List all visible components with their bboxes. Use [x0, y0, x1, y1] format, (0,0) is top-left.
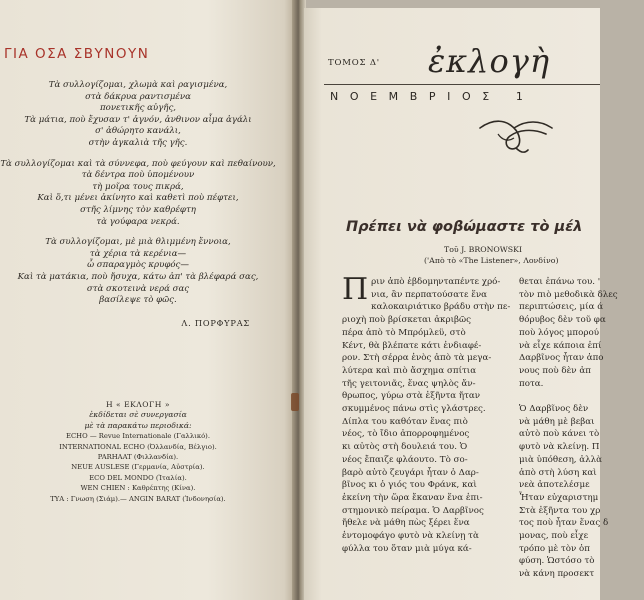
poem-line: Καὶ ὅ,τι μένει ἀκίνητο καὶ καθετὶ ποὺ πέφτει, [37, 193, 239, 204]
article-line: νὰ κάνη προσεκτ [519, 569, 595, 580]
article-line: Στὰ ἑξῆντα του χρ [519, 505, 601, 516]
article-line: φύση. Ὡστόσο τὸ [519, 556, 595, 567]
article-line: βαρὸ αὐτὸ ζευγάρι ἦταν ὁ Δαρ- [342, 467, 479, 478]
article-title: Πρέπει νὰ φοβώμαστε τὸ μέλ [346, 219, 583, 235]
right-page [304, 8, 618, 600]
article-line: ποὺ λόγος μπορού [519, 327, 599, 338]
drop-cap: Π [342, 272, 369, 307]
poem-line: στὰ σκοτεινὰ νερά σας [86, 283, 190, 294]
article-line: θεται ἐπάνω του. ' [519, 277, 601, 287]
poem-stanza [0, 159, 276, 229]
article-line: ριοχὴ ποὺ βρίσκεται ἀκριβῶς [342, 315, 471, 326]
poem-line: πονετικῆς αὐγῆς, [100, 103, 176, 114]
article-line: λύτερα καὶ πιὸ ἄσχημα σπίτια [342, 365, 477, 376]
article-line: τῆς γειτονιᾶς, ἕνας ψηλὸς ἄν- [342, 378, 476, 389]
byline-source: ('Απὸ τὸ «The Listener», Λονδίνο) [424, 256, 559, 265]
coop-periodical: WEN CHIEN : Καθρέπτης (Κίνα). [80, 484, 196, 493]
article-line: αὐτὸ ποὺ κάνει τὸ [519, 429, 600, 440]
article-column [342, 272, 511, 555]
coop-periodical: ECHO — Revue Internationale (Γαλλικό). [66, 432, 210, 441]
poem-line: στῆς λίμνης τὸν καθρέφτη [80, 204, 196, 215]
poem-line: τὰ γούφαρα νεκρά. [96, 216, 180, 227]
article-line: Ἦταν εὐχαριστημ [519, 492, 599, 503]
article-line: θόρυβος δὲν τοῦ φα [519, 315, 606, 326]
article-line: τος ποὺ ἦταν ἕνας δ [519, 518, 609, 529]
issue-month: ΝΟΕΜΒΡΙΟΣ 1 [330, 90, 535, 103]
article-line [519, 390, 639, 403]
poem-line: ὦ σπαραγμὸς κρυφός— [87, 260, 189, 271]
coop-periodical: ΤΥΑ : Γνωση (Σιάμ).— ANGIN BARAT (Ἰνδονησία). [50, 494, 226, 503]
flourish-ornament-icon [476, 114, 556, 160]
article-line: νους ποὺ δὲν ἀπ [519, 365, 591, 376]
article-line: θρωπος, γύρω στὰ ἑξῆντα ἤταν [342, 391, 481, 402]
byline-author: Τοῦ J. BRONOWSKI [444, 245, 523, 254]
poem-line: Τὰ συλλογίζομαι, μὲ μιὰ θλιμμένη ἔννοια, [45, 237, 231, 248]
article-line: φύλλα του ὅταν μιὰ μύγα κά- [342, 543, 472, 554]
article-line: ποτα. [519, 378, 544, 389]
article-byline [424, 244, 644, 266]
article-line: νὰ μάθη μὲ βεβαι [519, 416, 595, 427]
article-line: ριν ἀπὸ ἐβδομηνταπέντε χρό- [371, 277, 501, 287]
coop-periodical: ECO DEL MONDO (Ἰταλία). [89, 473, 187, 482]
coop-subtitle: ἐκδίδεται σὲ συνεργασία [89, 410, 187, 420]
coop-header: Η « ΕΚΛΟΓΗ » [106, 400, 170, 409]
article-line: τὸν πιὸ μεθοδικὰ δλες [519, 289, 618, 300]
article-line: ἐκείνη τὴν ὥρα ἔκαναν ἕνα ἐπι- [342, 492, 483, 503]
volume-label: ΤΟΜΟΣ Δ' [328, 58, 380, 68]
poem-line: τὰ χέρια τὰ κερένια— [89, 248, 187, 259]
article-line: ἤθελε νὰ μάθη πὼς ξέρει ἕνα [342, 518, 470, 529]
article-line: τρόπο μὲ τὸν ὁπ [519, 543, 590, 554]
article-line: ἐντομοφάγο φυτὸ νὰ κλείνῃ τὰ [342, 531, 479, 542]
article-line: μονας, ποὺ εἶχε [519, 531, 589, 542]
article-line: φυτὸ νὰ κλείνῃ. Π [519, 442, 600, 453]
poem-line: βασίλεψε τὸ φῶς. [99, 295, 177, 306]
poem [0, 80, 276, 316]
article-line: μιὰ ὑπόθεση, ἀλλὰ [519, 454, 603, 465]
left-page [0, 0, 296, 600]
poem-line: τὰ δέντρα ποὺ ὑπομένουν [81, 170, 195, 181]
poem-line: Τὰ συλλογίζομαι, χλωμὰ καὶ ραγισμένα, [48, 80, 228, 90]
article-line: κι αὐτὸς στὴ δουλειά του. Ὁ [342, 442, 468, 453]
poem-line: στὴν ἀγκαλιὰ τῆς γῆς. [88, 137, 188, 148]
cooperation-notice [0, 400, 276, 504]
coop-periodical: INTERNATIONAL ECHO (Ὀλλανδία, Βέλγιο). [59, 442, 217, 451]
article-line: νια, ἂν περπατούσατε ἕνα [371, 289, 488, 300]
article-line: ἀπὸ στὴ λύση καὶ [519, 467, 597, 478]
staple [291, 393, 299, 411]
article-column [519, 276, 639, 581]
poem-stanza [0, 237, 276, 307]
poem-line: σ' ἀθώρητο κανάλι, [95, 126, 181, 137]
article-line: νὰ εἶχε κάποια ἐπί [519, 340, 602, 351]
article-line: Δαρβῖνος ἦταν ἀπο [519, 353, 604, 364]
article-line: στημονικὸ πείραμα. Ὁ Δαρβῖνος [342, 505, 484, 516]
masthead-rule [324, 84, 600, 85]
article-line: βῖνος κι ὁ γιός του Φράνκ, καὶ [342, 480, 477, 491]
coop-periodical: PARHAAT (Φιλλανδία). [97, 453, 179, 462]
article-line: Κέντ, θὰ βλέπατε κάτι ἐνδιαφέ- [342, 340, 482, 351]
article-line: περιπτώσεις, μία ά [519, 302, 604, 313]
magazine-masthead: ἐκλογὴ [428, 42, 550, 80]
article-line: πέρα ἀπὸ τὸ Μπρόμλεϋ, στὸ [342, 327, 466, 338]
article-line: νέος ἔπαιζε φλάουτο. Τὸ σο- [342, 454, 468, 465]
article-line: νέος, τὸ ἴδιο ἀπορροφημένος [342, 429, 470, 440]
article-line: καλοκαιριάτικο βράδυ στὴν πε- [371, 302, 511, 313]
poem-line: στὰ δάκρυα ραντισμένα [85, 91, 191, 102]
coop-periodical: NEUE AUSLESE (Γερμανία, Αὐστρία). [71, 463, 205, 472]
article-line: ρον. Στὴ σέρρα ἑνὸς ἀπὸ τὰ μεγα- [342, 353, 492, 364]
poem-line: Καὶ τὰ ματάκια, ποὺ ἤσυχα, κάτω ἀπ' τὰ βλέφαρά σας, [17, 271, 259, 282]
poem-title: ΓΙΑ ΟΣΑ ΣΒΥΝΟΥΝ [4, 46, 150, 62]
article-line: Δίπλα του καθόταν ἕνας πιὸ [342, 416, 468, 427]
poem-line: τὴ μοῖρα τους πικρά, [92, 181, 184, 192]
poem-stanza [0, 80, 276, 150]
article-line: Ὁ Δαρβῖνος δὲν [519, 404, 589, 415]
poem-line: Τὰ συλλογίζομαι καὶ τὰ σύννεφα, ποὺ φεύγουν καὶ πεθαίνουν, [0, 158, 276, 169]
article-line: σκυμμένος πάνω στὶς γλάστρες. [342, 404, 486, 415]
poem-line: Τὰ μάτια, ποὺ ἔχυσαν τ' ἁγνόν, ἀνθινον αἷμα ἀγάλι [24, 114, 252, 125]
article-line: νεὰ ἀποτελέσμε [519, 480, 590, 491]
poem-author: Λ. ΠΟΡΦΥΡΑΣ [181, 318, 250, 328]
coop-subtitle: μὲ τὰ παρακάτω περιοδικά: [84, 420, 192, 430]
